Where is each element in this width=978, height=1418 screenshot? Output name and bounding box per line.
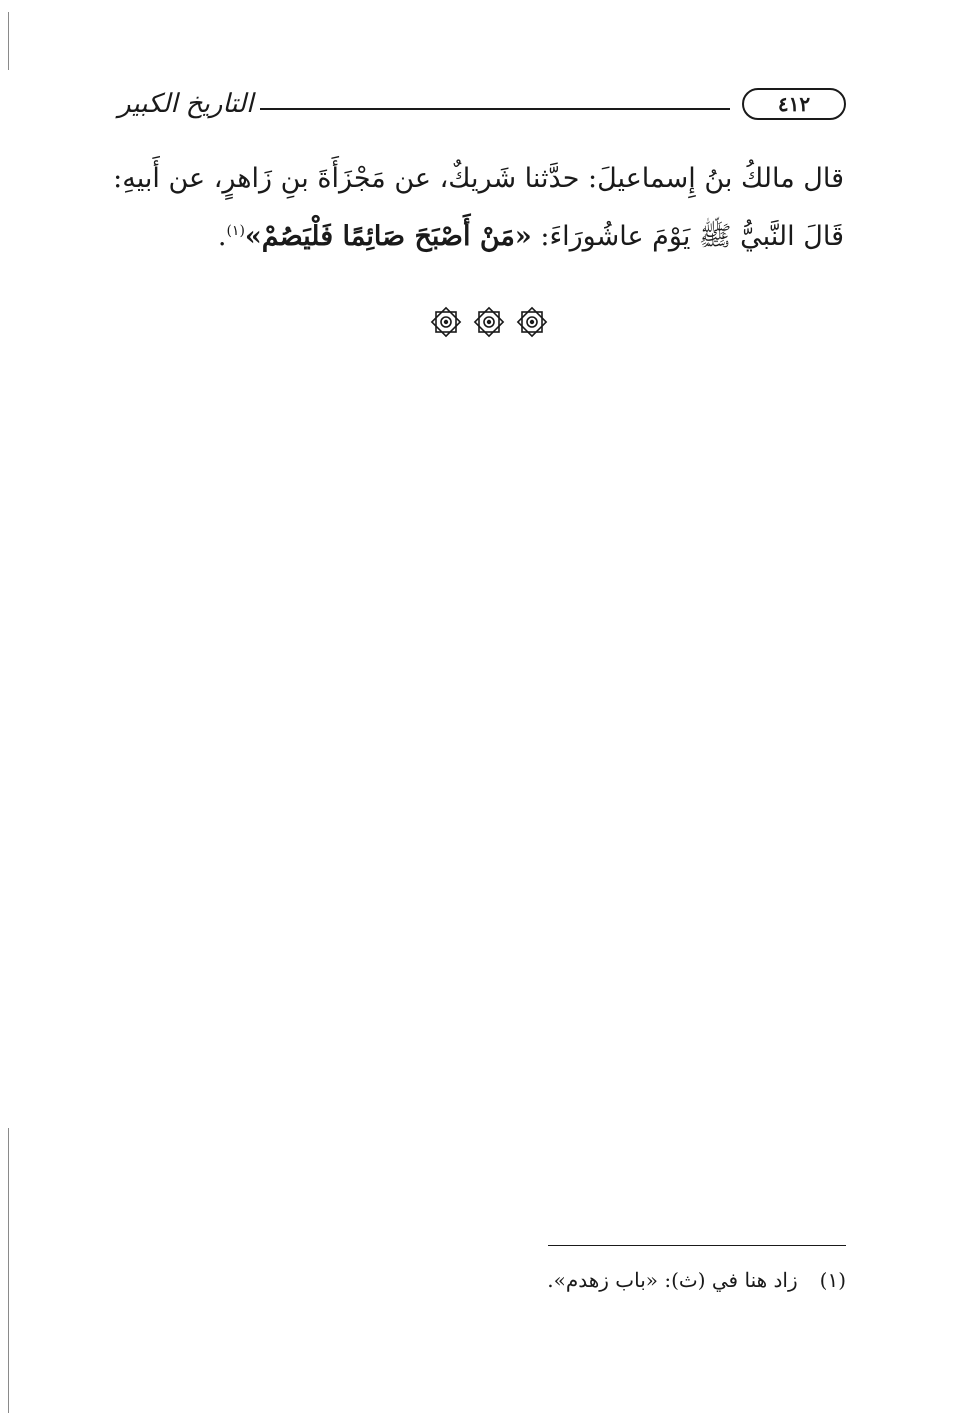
page-number: ٤١٢ — [742, 88, 846, 120]
text-line — [100, 208, 844, 266]
footnote — [547, 1268, 846, 1292]
scan-edge-mark — [8, 1128, 9, 1413]
rosette-ornament-icon — [473, 306, 505, 338]
text-line-prefix: قَالَ النَّبيُّ ﷺ يَوْمَ عاشُورَاءَ: — [531, 221, 844, 252]
running-title: التاريخ الكبير — [118, 89, 254, 119]
main-text — [100, 150, 844, 266]
rosette-ornament-icon — [430, 306, 462, 338]
section-divider — [0, 306, 978, 342]
page-header — [108, 86, 848, 126]
header-rule — [260, 108, 730, 110]
hadith-quote: «مَنْ أَصْبَحَ صَائِمًا فَلْيَصُمْ» — [244, 221, 532, 252]
footnote-separator — [548, 1245, 846, 1246]
scan-edge-mark — [8, 12, 9, 70]
text-line: قال مالكُ بنُ إِسماعيلَ: حدَّثنا شَريكٌ، عن مَجْزَأَةَ بنِ زَاهرٍ، عن أَبيهِ: — [113, 163, 844, 194]
footnote-text: زاد هنا في (ث): «باب زهدم». — [547, 1268, 798, 1292]
line-end-punctuation: . — [217, 221, 227, 252]
rosette-ornament-icon — [516, 306, 548, 338]
footnote-reference: (١) — [226, 223, 245, 239]
footnote-number: (١) — [819, 1268, 846, 1292]
